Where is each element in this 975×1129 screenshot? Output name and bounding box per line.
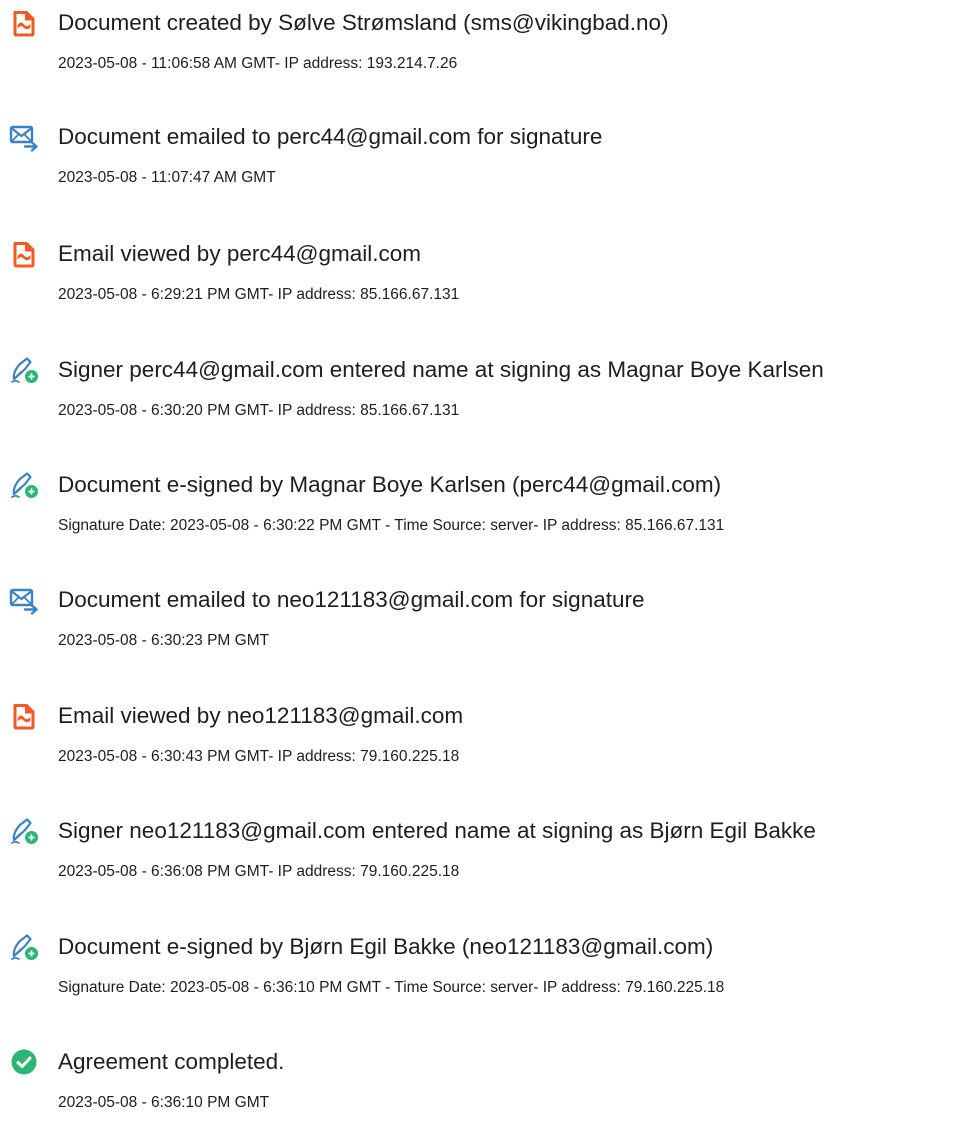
event-detail: 2023-05-08 - 6:30:43 PM GMT- IP address: 79.160.225.18 xyxy=(58,748,460,765)
audit-event xyxy=(0,693,975,783)
check-circle-icon xyxy=(9,1047,39,1077)
email-sent-icon xyxy=(9,585,39,615)
email-sent-icon xyxy=(9,122,39,152)
event-detail: 2023-05-08 - 6:29:21 PM GMT- IP address: 85.166.67.131 xyxy=(58,286,460,303)
event-detail: 2023-05-08 - 6:30:20 PM GMT- IP address: 85.166.67.131 xyxy=(58,402,460,419)
event-title: Document emailed to neo121183@gmail.com for signature xyxy=(58,587,645,612)
event-title: Document e-signed by Bjørn Egil Bakke (neo121183@gmail.com) xyxy=(58,934,714,959)
document-viewed-icon xyxy=(9,239,39,269)
event-detail: Signature Date: 2023-05-08 - 6:36:10 PM GMT - Time Source: server- IP address: 79.160.225.18 xyxy=(58,979,725,996)
esign-pen-icon xyxy=(9,470,39,500)
event-detail: Signature Date: 2023-05-08 - 6:30:22 PM GMT - Time Source: server- IP address: 85.166.67.131 xyxy=(58,517,725,534)
esign-pen-icon xyxy=(9,816,39,846)
audit-event xyxy=(0,1039,975,1129)
event-title: Signer neo121183@gmail.com entered name at signing as Bjørn Egil Bakke xyxy=(58,818,816,843)
document-created-icon xyxy=(9,8,39,38)
event-title: Document emailed to perc44@gmail.com for signature xyxy=(58,124,603,149)
event-title: Signer perc44@gmail.com entered name at signing as Magnar Boye Karlsen xyxy=(58,357,824,382)
event-detail: 2023-05-08 - 6:36:10 PM GMT xyxy=(58,1094,270,1111)
audit-event xyxy=(0,0,975,90)
audit-event xyxy=(0,347,975,437)
event-title: Agreement completed. xyxy=(58,1049,285,1074)
event-title: Document e-signed by Magnar Boye Karlsen (perc44@gmail.com) xyxy=(58,472,722,497)
event-title: Email viewed by perc44@gmail.com xyxy=(58,241,421,266)
event-title: Document created by Sølve Strømsland (sms@vikingbad.no) xyxy=(58,10,669,35)
esign-pen-icon xyxy=(9,932,39,962)
audit-event xyxy=(0,808,975,898)
event-detail: 2023-05-08 - 6:36:08 PM GMT- IP address: 79.160.225.18 xyxy=(58,863,460,880)
audit-event xyxy=(0,462,975,552)
document-viewed-icon xyxy=(9,701,39,731)
event-detail: 2023-05-08 - 11:07:47 AM GMT xyxy=(58,169,276,186)
audit-event xyxy=(0,114,975,204)
event-title: Email viewed by neo121183@gmail.com xyxy=(58,703,464,728)
audit-event xyxy=(0,577,975,667)
event-detail: 2023-05-08 - 11:06:58 AM GMT- IP address: 193.214.7.26 xyxy=(58,55,458,72)
event-detail: 2023-05-08 - 6:30:23 PM GMT xyxy=(58,632,270,649)
esign-pen-icon xyxy=(9,355,39,385)
audit-event xyxy=(0,924,975,1014)
audit-event xyxy=(0,231,975,321)
